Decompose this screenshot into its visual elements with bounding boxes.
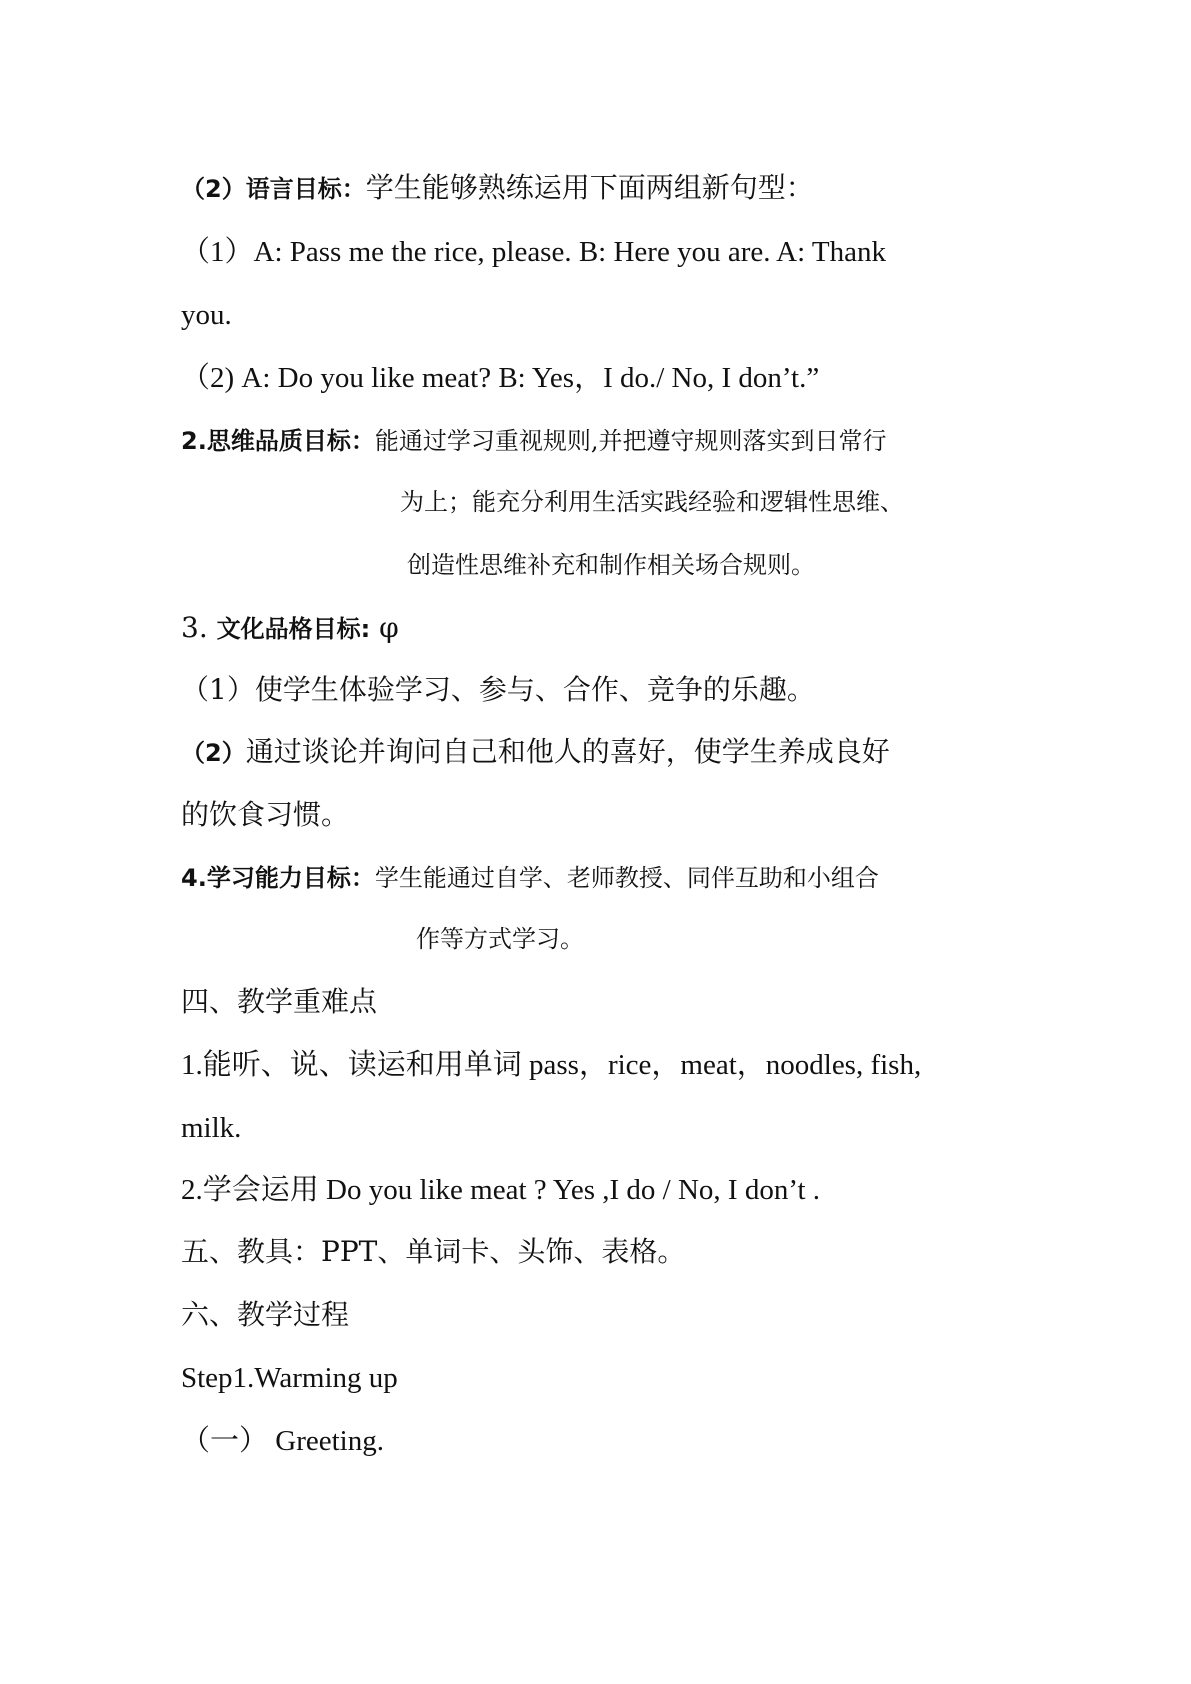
- culture-goal-number: 3.: [181, 611, 217, 644]
- culture-goal-line: [181, 608, 399, 649]
- culture-goal-item-1: （1）使学生体验学习、参与、合作、竞争的乐趣。: [181, 673, 815, 706]
- section-six-heading: 六、教学过程: [181, 1298, 350, 1331]
- step-1-title: Step1.Warming up: [181, 1362, 398, 1394]
- section-four-heading: 四、教学重难点: [181, 985, 378, 1018]
- thinking-goal-cont-2: 创造性思维补充和制作相关场合规则。: [407, 551, 815, 579]
- section-five-teaching-aids: 五、教具：PPT、单词卡、头饰、表格。: [181, 1235, 686, 1268]
- learning-goal-text: 学生能通过自学、老师教授、同伴互助和小组合: [374, 864, 879, 892]
- thinking-goal-cont-1: 为上；能充分利用生活实践经验和逻辑性思维、: [400, 488, 904, 516]
- culture-goal-item-2-text: 通过谈论并询问自己和他人的喜好，使学生养成良好: [245, 735, 890, 768]
- learning-goal-label: 4.学习能力目标：: [181, 864, 375, 892]
- key-point-1: 1.能听、说、读运和用单词 pass，rice，meat，noodles, fish,: [181, 1049, 922, 1081]
- culture-goal-symbol: φ: [370, 611, 399, 644]
- thinking-goal-text: 能通过学习重视规则,并把遵守规则落实到日常行: [374, 427, 887, 455]
- language-goal-text: 学生能够熟练运用下面两组新句型：: [365, 171, 814, 204]
- learning-goal-cont: 作等方式学习。: [416, 925, 584, 953]
- thinking-goal-label: 2.思维品质目标：: [181, 427, 375, 455]
- culture-goal-item-2-cont: 的饮食习惯。: [181, 798, 350, 831]
- language-goal-line: [181, 168, 814, 209]
- culture-goal-label: 文化品格目标:: [216, 615, 371, 643]
- step-1-greeting: （一） Greeting.: [181, 1425, 384, 1457]
- language-goal-label: （2）语言目标：: [181, 175, 366, 203]
- sentence-pattern-1: （1）A: Pass me the rice, please. B: Here you are. A: Thank: [181, 236, 886, 268]
- key-point-2: 2.学会运用 Do you like meat ? Yes ,I do / No, I don’t .: [181, 1174, 821, 1206]
- sentence-pattern-2: （2) A: Do you like meat? B: Yes，I do./ No, I don’t.”: [181, 362, 820, 394]
- culture-goal-item-2-number: （2）: [181, 739, 246, 767]
- learning-goal-line: [181, 857, 879, 898]
- thinking-goal-line: [181, 420, 886, 461]
- sentence-pattern-1-cont: you.: [181, 299, 232, 331]
- culture-goal-item-2: [181, 732, 890, 773]
- key-point-1-cont: milk.: [181, 1112, 242, 1144]
